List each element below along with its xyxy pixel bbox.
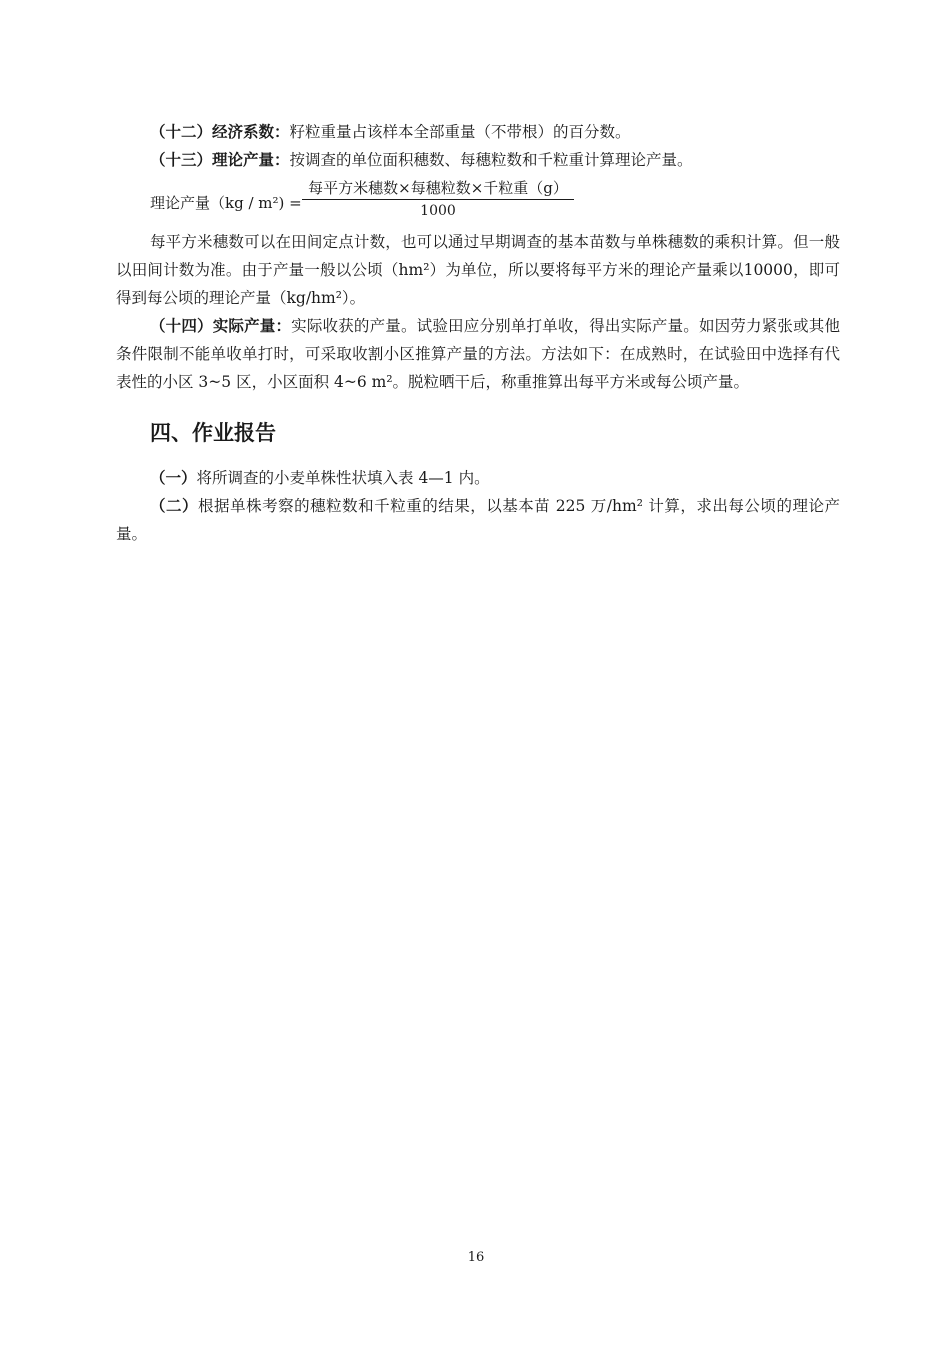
formula-numerator: 每平方米穗数×每穗粒数×千粒重（g） bbox=[302, 178, 574, 200]
assignment-item-1 bbox=[116, 464, 840, 492]
heading-economic-coefficient: （十二）经济系数： bbox=[150, 123, 290, 141]
paragraph-theoretical-yield bbox=[116, 146, 840, 174]
assignment-item-1-text: 将所调查的小麦单株性状填入表 4—1 内。 bbox=[196, 469, 490, 487]
text-actual-yield: 实际收获的产量。试验田应分别单打单收，得出实际产量。如因劳力紧张或其他条件限制不能单收单打时，可采取收割小区推算产量的方法。方法如下：在成熟时，在试验田中选择有代表性的小区 3~5 区，小区面积 4~6 m²。脱粒晒干后，称重推算出每平方米或每公顷产量。 bbox=[116, 317, 840, 391]
heading-actual-yield: （十四）实际产量： bbox=[150, 317, 292, 335]
assignment-item-1-label: （一） bbox=[150, 469, 197, 487]
paragraph-actual-yield bbox=[116, 312, 840, 396]
assignment-item-2-label: （二） bbox=[150, 497, 199, 515]
paragraph-economic-coefficient bbox=[116, 118, 840, 146]
text-theoretical-yield: 按调查的单位面积穗数、每穗粒数和千粒重计算理论产量。 bbox=[289, 151, 693, 169]
text-economic-coefficient: 籽粒重量占该样本全部重量（不带根）的百分数。 bbox=[289, 123, 631, 141]
assignment-item-2-text: 根据单株考察的穗粒数和千粒重的结果，以基本苗 225 万/hm² 计算，求出每公顷的理论产量。 bbox=[116, 497, 840, 543]
formula-fraction bbox=[302, 178, 574, 222]
heading-theoretical-yield: （十三）理论产量： bbox=[150, 151, 290, 169]
page-number: 16 bbox=[467, 1250, 485, 1265]
section-title-assignment-report: 四、作业报告 bbox=[150, 421, 276, 445]
formula-denominator: 1000 bbox=[420, 203, 456, 219]
formula-lhs: 理论产量（kg / m²) = bbox=[150, 194, 302, 212]
theoretical-yield-formula bbox=[116, 178, 840, 228]
page-content bbox=[116, 118, 840, 548]
assignment-item-2 bbox=[116, 492, 840, 548]
paragraph-yield-explanation: 每平方米穗数可以在田间定点计数，也可以通过早期调查的基本苗数与单株穗数的乘积计算。但一般以田间计数为准。由于产量一般以公顷（hm²）为单位，所以要将每平方米的理论产量乘以10000，即可得到每公顷的理论产量（kg/hm²）。 bbox=[116, 233, 840, 307]
